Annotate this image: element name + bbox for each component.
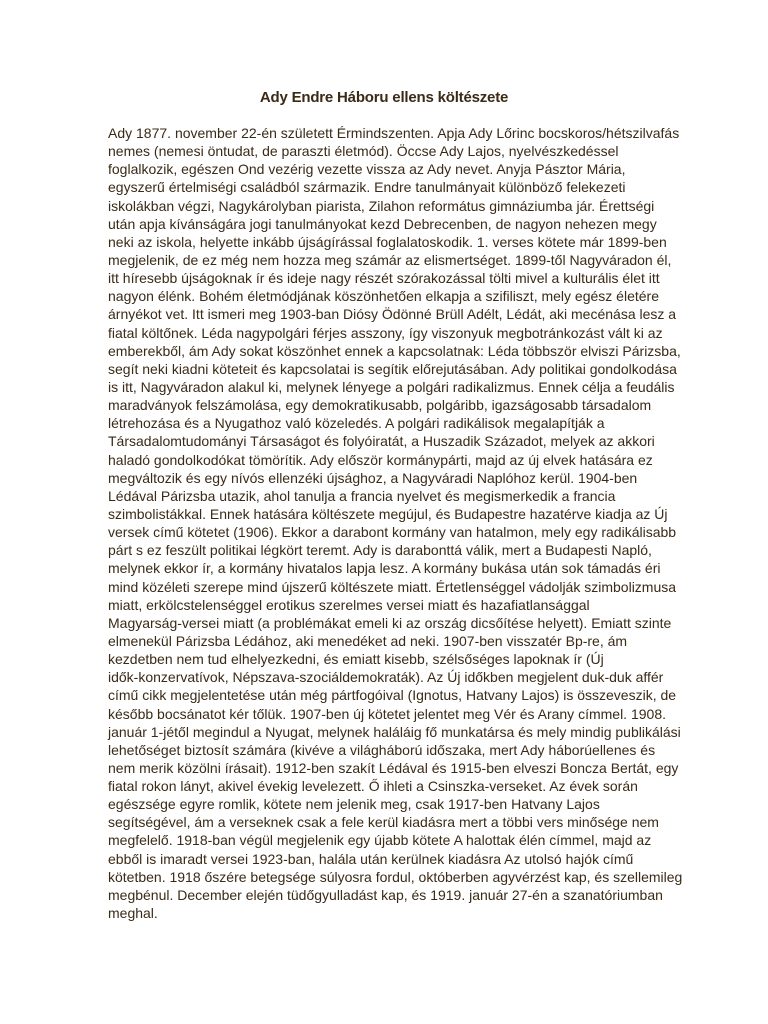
body-line: című cikk megjelentetése után még pártfogóival (Ignotus, Hatvany Lajos) is összeveszik, de (108, 687, 677, 704)
body-line: árnyékot vet. Itt ismeri meg 1903-ban Diósy Ödönné Brüll Adélt, Lédát, aki mecénása lesz a (108, 306, 677, 323)
body-line: elmenekül Párizsba Lédához, aki menedéket ad neki. 1907-ben visszatér Bp-re, ám (108, 632, 628, 649)
body-line: fiatal rokon lányt, akivel évekig levelezett. Ő ihleti a Csinszka-verseket. Az évek során (108, 778, 638, 795)
body-line: egészsége egyre romlik, kötete nem jelenik meg, csak 1917-ben Hatvany Lajos (108, 796, 600, 813)
body-line: emberekből, ám Ady sokat köszönhet ennek a kapcsolatnak: Léda többször elviszi Párizsba, (108, 342, 681, 359)
body-line: idők-konzervatívok, Népszava-szociáldemokraták). Az Új időkben megjelent duk-duk affér (108, 669, 664, 686)
body-line: segít neki kiadni köteteit és kapcsolatai is segítik előrejutásában. Ady politikai gondolkodása (108, 360, 677, 377)
body-line: nem merik közölni írásait). 1912-ben szakít Lédával és 1915-ben elveszi Boncza Bertát, egy (108, 759, 679, 776)
body-line: megjelenik, de ez még nem hozza meg számár az elismertséget. 1899-től Nagyváradon él, (108, 251, 672, 268)
body-line: megváltozik és egy nívós ellenzéki újsághoz, a Nagyváradi Naplóhoz kerül. 1904-ben (108, 469, 638, 486)
body-line: itt híresebb újságoknak ír és ideje nagy részét szórakozással tölti mivel a kulturális élet itt (108, 270, 660, 287)
body-line: később bocsánatot kér tőlük. 1907-ben új kötetet jelentet meg Vér és Arany címmel. 1908. (108, 705, 666, 722)
body-line: iskolákban végzi, Nagykárolyban piarista, Zilahon református gimnáziumba jár. Érettségi (108, 197, 655, 214)
body-line: haladó gondolkodókat tömörítik. Ady először kormánypárti, majd az új elvek hatására ez (108, 451, 653, 468)
body-line: Magyarság-versei miatt (a problémákat emeli ki az ország dicsőítése helyett). Emiatt szinte (108, 614, 672, 631)
body-line: Ady 1877. november 22-én született Érmindszenten. Apja Ady Lőrinc bocskoros/hétszilvafás (108, 125, 680, 141)
body-line: melynek ekkor ír, a kormány hivatalos lapja lesz. A kormány bukása után sok támadás éri (108, 560, 661, 577)
body-line: nagyon élénk. Bohém életmódjának köszönhetően elkapja a szifiliszt, mely egész életére (108, 288, 659, 305)
body-line: létrehozása és a Nyugathoz való közeledés. A polgári radikálisok megalapítják a (108, 415, 605, 432)
body-line: kötetben. 1918 őszére betegsége súlyosra fordul, októberben agyvérzést kap, és szellemileg (108, 868, 683, 885)
document-title: Ady Endre Háboru ellens költészete (259, 89, 509, 106)
body-line: párt s ez feszült politikai légkört teremt. Ady is darabonttá válik, mert a Budapesti Napló, (108, 542, 652, 559)
document-body (108, 124, 688, 922)
body-line: megfelelő. 1918-ban végül megjelenik egy újabb kötete A halottak élén címmel, majd az (108, 832, 652, 849)
body-line: versek című kötetet (1906). Ekkor a darabont kormány van hatalmon, mely egy radikálisabb (108, 524, 677, 541)
body-line: neki az iskola, helyette inkább újságírással foglalatoskodik. 1. verses kötete már 1899-ben (108, 233, 667, 250)
body-line: szimbolistákkal. Ennek hatására költészete megújul, és Budapestre hazatérve kiadja az Új (108, 505, 668, 522)
body-line: január 1-jétől megindul a Nyugat, melynek haláláig fő munkatársa és mely mindig publikálási (108, 723, 681, 740)
body-line: ebből is imaradt versei 1923-ban, halála után kerülnek kiadásra Az utolsó hajók című (108, 850, 634, 867)
body-line: meghal. (108, 905, 158, 922)
body-line: Társadalomtudományi Társaságot és folyóiratát, a Huszadik Századot, melyek az akkori (108, 433, 655, 450)
body-line: Lédával Párizsba utazik, ahol tanulja a francia nyelvet és megismerkedik a francia (108, 487, 616, 504)
body-line: kezdetben nem tud elhelyezkedni, és emiatt kisebb, szélsőséges lapoknak ír (Új (108, 651, 604, 668)
body-line: foglalkozik, egészen Ond vezérig vezette vissza az Ady nevet. Anyja Pásztor Mária, (108, 161, 626, 178)
body-line: egyszerű értelmiségi családból származik. Endre tanulmányait különböző felekezeti (108, 179, 626, 196)
body-line: is itt, Nagyváradon alakul ki, melynek lényege a polgári radikalizmus. Ennek célja a feudális (108, 378, 675, 395)
body-line: maradványok felszámolása, egy demokratikusabb, polgáribb, igazságosabb társadalom (108, 397, 652, 414)
body-line: fiatal költőnek. Léda nagypolgári férjes asszony, így viszonyuk megbotránkozást vált ki az (108, 324, 663, 341)
body-line: megbénul. December elején tüdőgyulladást kap, és 1919. január 27-én a szanatóriumban (108, 886, 663, 903)
body-line: lehetőséget biztosít számára (kivéve a világháború időszaka, mert Ady háborúellenes és (108, 741, 656, 758)
body-line: mind közéleti szerepe mind újszerű költészete miatt. Értetlenséggel vádolják szimbolizmusa (108, 578, 677, 595)
body-line: segítségével, ám a verseknek csak a fele kerül kiadásra mert a többi vers minősége nem (108, 814, 659, 831)
body-line: után apja kívánságára jogi tanulmányokat kezd Debrecenben, de nagyon nehezen megy (108, 215, 657, 232)
body-line: nemes (nemesi öntudat, de paraszti életmód). Öccse Ady Lajos, nyelvészkedéssel (108, 143, 619, 160)
body-line: miatt, erkölcstelenséggel erotikus szerelmes versei miatt és hazafiatlansággal (108, 596, 590, 613)
